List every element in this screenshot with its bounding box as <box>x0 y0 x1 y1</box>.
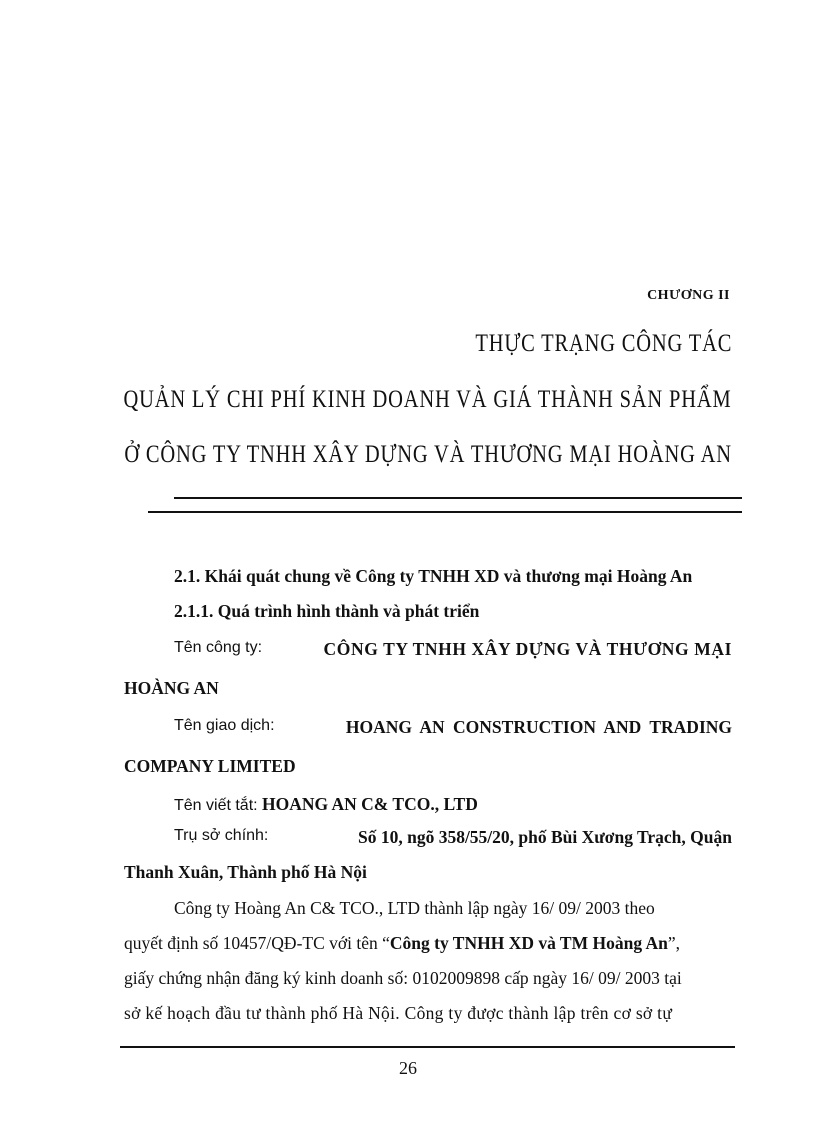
abbreviation-label: Tên viết tắt: <box>174 797 258 814</box>
company-name-value: CÔNG TY TNHH XÂY DỰNG VÀ THƯƠNG MẠI <box>323 639 732 659</box>
footer-rule <box>120 1046 735 1048</box>
paragraph-line-2-post: ”, <box>667 933 681 953</box>
abbreviation-line <box>124 794 732 815</box>
page-number: 26 <box>399 1058 417 1078</box>
abbreviation-value: HOANG AN C& TCO., LTD <box>261 794 478 814</box>
paragraph-line-1: Công ty Hoàng An C& TCO., LTD thành lập ngày 16/ 09/ 2003 theo <box>174 898 655 918</box>
subsection-heading: 2.1.1. Quá trình hình thành và phát triển <box>174 601 480 621</box>
company-name-label: Tên công ty: <box>174 639 263 656</box>
trade-name-value: HOANG AN CONSTRUCTION AND TRADING <box>345 717 732 737</box>
headquarters-value: Số 10, ngõ 358/55/20, phố Bùi Xương Trạch, Quận <box>357 827 732 847</box>
paragraph-line-2 <box>124 933 732 954</box>
trade-name-label: Tên giao dịch: <box>174 717 275 734</box>
trade-name-continued: COMPANY LIMITED <box>124 756 296 776</box>
paragraph-line-4: sở kế hoạch đầu tư thành phố Hà Nội. Công ty được thành lập trên cơ sở tự <box>124 1003 673 1023</box>
headquarters-line <box>124 827 732 848</box>
chapter-title-line-2: QUẢN LÝ CHI PHÍ KINH DOANH VÀ GIÁ THÀNH SẢN PHẨM <box>123 386 732 413</box>
company-name-line <box>124 639 732 660</box>
company-full-name: Công ty TNHH XD và TM Hoàng An <box>389 933 668 953</box>
chapter-title-line-3: Ở CÔNG TY TNHH XÂY DỰNG VÀ THƯƠNG MẠI HOÀNG AN <box>124 441 732 468</box>
section-heading: 2.1. Khái quát chung về Công ty TNHH XD và thương mại Hoàng An <box>174 566 693 586</box>
trade-name-line <box>124 717 732 738</box>
paragraph-line-2-pre: quyết định số 10457/QĐ-TC với tên “ <box>124 933 390 953</box>
chapter-label: CHƯƠNG II <box>647 288 730 303</box>
headquarters-continued: Thanh Xuân, Thành phố Hà Nội <box>124 862 367 882</box>
headquarters-label: Trụ sở chính: <box>174 827 269 844</box>
title-rule-thin <box>174 497 742 499</box>
paragraph-line-3: giấy chứng nhận đăng ký kinh doanh số: 0102009898 cấp ngày 16/ 09/ 2003 tại <box>124 968 682 988</box>
chapter-title-line-1: THỰC TRẠNG CÔNG TÁC <box>475 330 732 357</box>
title-rule-thick <box>148 511 742 513</box>
company-name-continued: HOÀNG AN <box>124 678 219 698</box>
